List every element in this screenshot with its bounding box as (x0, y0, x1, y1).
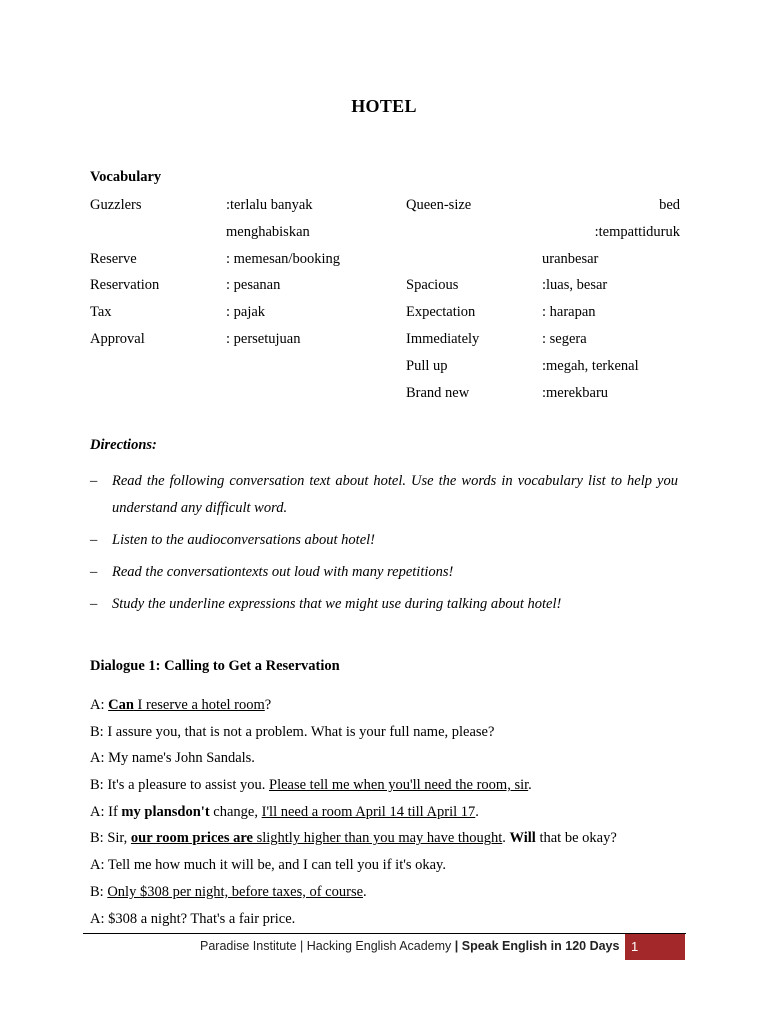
dialogue-line: A: Tell me how much it will be, and I can tell you if it's okay. (90, 857, 446, 874)
list-item (90, 527, 678, 554)
bold-expression: Will (509, 830, 536, 847)
underlined-expression: I'll need a room April 14 till April 17 (261, 803, 476, 820)
line-text: that be okay? (535, 830, 617, 847)
dialogue-line (90, 883, 690, 910)
direction-text: Listen to the audioconversations about hotel! (112, 532, 375, 548)
vocab-row (90, 250, 680, 277)
direction-text: Read the following conversation text about hotel. Use the words in vocabulary list to help you understand any difficult word. (112, 473, 678, 516)
vocab-row (90, 223, 680, 250)
vocab-word: Reservation (90, 277, 160, 294)
dialogue-line (90, 829, 690, 856)
underlined-expression: Can (108, 697, 134, 713)
footer-divider (83, 933, 686, 934)
underlined-expression: our room prices are (130, 830, 253, 847)
vocab-row (90, 330, 680, 357)
dash-bullet-icon: – (90, 473, 98, 489)
footer-text (200, 939, 619, 953)
line-text: . (475, 803, 479, 820)
line-text: . (363, 883, 367, 900)
line-text: B: Sir, (90, 830, 131, 847)
vocab-row (90, 357, 680, 384)
vocab-meaning: :terlalu banyak (226, 197, 313, 213)
dialogue-body (90, 696, 690, 936)
dialogue-line: B: I assure you, that is not a problem. What is your full name, please? (90, 723, 495, 740)
underlined-expression: Please tell me when you'll need the room, sir (269, 777, 529, 794)
vocab-word: Tax (90, 304, 112, 321)
vocab-word: Immediately (406, 330, 480, 347)
dash-bullet-icon: – (90, 596, 98, 612)
vocab-meaning: :luas, besar (542, 277, 608, 294)
directions-heading: Directions: (90, 437, 157, 453)
vocab-word: Reserve (90, 250, 137, 267)
footer-part: Speak English in 120 Days (458, 939, 620, 953)
list-item (90, 559, 678, 586)
list-item (90, 591, 678, 618)
vocab-row (90, 196, 680, 223)
vocab-word: Pull up (406, 357, 448, 374)
vocab-meaning: :tempattiduruk (594, 223, 680, 240)
page-number: 1 (625, 934, 685, 960)
underlined-expression: I reserve a hotel room (133, 697, 265, 713)
line-text: B: (90, 883, 108, 900)
vocabulary-heading: Vocabulary (90, 169, 162, 185)
dialogue-line: A: My name's John Sandals. (90, 750, 255, 767)
directions-list (90, 468, 678, 623)
bold-expression: my plansdon't (121, 803, 210, 820)
vocab-meaning: :megah, terkenal (542, 357, 639, 374)
vocab-row (90, 303, 680, 330)
page-title: HOTEL (351, 96, 417, 116)
direction-text: Read the conversationtexts out loud with many repetitions! (112, 564, 454, 580)
footer-part: Paradise Institute | Hacking English Academy (200, 939, 455, 953)
vocab-word: Spacious (406, 277, 459, 294)
vocab-row (90, 384, 680, 411)
line-text: A: If (90, 803, 122, 820)
vocab-meaning: : pajak (226, 304, 266, 321)
line-text: B: It's a pleasure to assist you. (90, 777, 270, 794)
vocab-meaning: : persetujuan (226, 330, 301, 347)
vocab-meaning: : pesanan (226, 277, 281, 294)
underlined-expression: slightly higher than you may have thought (252, 830, 503, 847)
vocab-meaning: menghabiskan (226, 223, 310, 240)
dialogue-line: A: $308 a night? That's a fair price. (90, 910, 296, 927)
line-text: ? (264, 697, 272, 713)
vocab-meaning: : memesan/booking (226, 250, 340, 267)
vocab-meaning: bed (659, 197, 680, 213)
vocab-word: Brand new (406, 384, 470, 401)
line-text: . (528, 777, 532, 794)
vocabulary-table (90, 196, 680, 410)
line-text: change, (209, 803, 262, 820)
dash-bullet-icon: – (90, 532, 98, 548)
dialogue-heading: Dialogue 1: Calling to Get a Reservation (90, 658, 340, 674)
dash-bullet-icon: – (90, 564, 98, 580)
vocab-meaning: : segera (542, 330, 587, 347)
vocab-meaning: uranbesar (542, 250, 599, 267)
footer-separator: | (454, 939, 459, 953)
line-text: A: (90, 697, 109, 713)
vocab-word: Queen-size (406, 197, 472, 213)
dialogue-line (90, 803, 690, 830)
vocab-meaning: : harapan (542, 304, 596, 321)
vocab-word: Expectation (406, 304, 476, 321)
underlined-expression: Only $308 per night, before taxes, of course (107, 883, 364, 900)
direction-text: Study the underline expressions that we might use during talking about hotel! (112, 596, 562, 612)
vocab-meaning: :merekbaru (542, 384, 609, 401)
vocab-word: Approval (90, 330, 145, 347)
vocab-word: Guzzlers (90, 197, 142, 213)
dialogue-line (90, 696, 690, 723)
dialogue-line (90, 776, 690, 803)
vocab-row (90, 276, 680, 303)
list-item (90, 468, 678, 522)
line-text: . (502, 830, 510, 847)
